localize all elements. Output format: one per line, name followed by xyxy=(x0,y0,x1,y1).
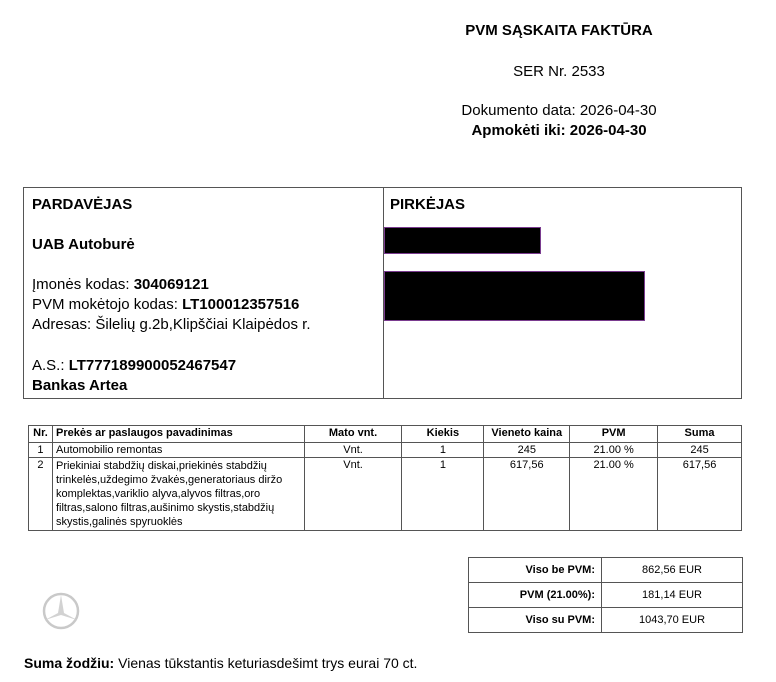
seller-vat-code-label: PVM mokėtojo kodas: xyxy=(32,296,183,313)
seller-company-code-label: Įmonės kodas: xyxy=(32,276,134,293)
buyer-name-redaction xyxy=(384,227,541,254)
col-header-qty: Kiekis xyxy=(402,426,484,443)
net-total-value: 862,56 EUR xyxy=(602,558,743,583)
row-unit-price: 617,56 xyxy=(484,458,570,531)
mercedes-watermark-icon xyxy=(41,591,81,631)
row-vat: 21.00 % xyxy=(570,443,658,458)
col-header-unit-price: Vieneto kaina xyxy=(484,426,570,443)
row-sum: 245 xyxy=(658,443,742,458)
col-header-sum: Suma xyxy=(658,426,742,443)
seller-address: Adresas: Šilelių g.2b,Klipščiai Klaipėdos r. xyxy=(32,316,311,333)
totals-table xyxy=(468,557,743,633)
row-name-line: komplektas,variklio alyva,alyvos filtras,oro xyxy=(55,488,261,500)
items-table xyxy=(28,425,742,531)
col-header-nr: Nr. xyxy=(29,426,53,443)
row-nr: 2 xyxy=(29,458,53,531)
amount-in-words-text: Vienas tūkstantis keturiasdešimt trys eurai 70 ct. xyxy=(114,655,418,671)
document-date: Dokumento data: 2026-04-30 xyxy=(461,102,657,119)
row-sum: 617,56 xyxy=(658,458,742,531)
seller-vat-code: LT100012357516 xyxy=(182,296,300,313)
row-name xyxy=(52,458,304,531)
row-qty: 1 xyxy=(402,443,484,458)
invoice-title: PVM SĄSKAITA FAKTŪRA xyxy=(465,22,653,39)
seller-company-code: 304069121 xyxy=(133,276,209,293)
seller-account-line xyxy=(32,357,236,374)
col-header-vat: PVM xyxy=(570,426,658,443)
amount-in-words-label: Suma žodžiu: xyxy=(24,655,115,671)
parties-box xyxy=(23,187,742,399)
row-name-line: trinkelės,uždegimo žvakės,generatoriaus diržo xyxy=(55,474,283,486)
buyer-section xyxy=(384,188,741,398)
seller-name: UAB Autoburė xyxy=(32,236,135,253)
table-row xyxy=(29,443,742,458)
items-header-row xyxy=(29,426,742,443)
row-name-line: skystis,galinės spyruoklės xyxy=(55,516,183,528)
seller-account: LT777189900052467547 xyxy=(68,357,237,374)
amount-in-words xyxy=(24,655,417,671)
row-name-line: filtras,salono filtras,aušinimo skystis,stabdžių xyxy=(55,502,275,514)
gross-total-value: 1043,70 EUR xyxy=(602,608,743,633)
totals-row-net xyxy=(469,558,743,583)
invoice-series-number: SER Nr. 2533 xyxy=(513,63,605,80)
col-header-name: Prekės ar paslaugos pavadinimas xyxy=(52,426,304,443)
col-header-unit: Mato vnt. xyxy=(304,426,402,443)
buyer-details-redaction xyxy=(384,271,645,321)
table-row xyxy=(29,458,742,531)
row-unit: Vnt. xyxy=(304,443,402,458)
totals-row-gross xyxy=(469,608,743,633)
payment-due-date: Apmokėti iki: 2026-04-30 xyxy=(471,122,647,139)
seller-company-code-line xyxy=(32,276,209,293)
seller-account-label: A.S.: xyxy=(32,357,69,374)
row-unit: Vnt. xyxy=(304,458,402,531)
buyer-heading: PIRKĖJAS xyxy=(390,196,466,213)
seller-section xyxy=(24,188,384,398)
row-qty: 1 xyxy=(402,458,484,531)
seller-heading: PARDAVĖJAS xyxy=(32,196,133,213)
vat-total-label: PVM (21.00%): xyxy=(469,583,602,608)
row-unit-price: 245 xyxy=(484,443,570,458)
row-vat: 21.00 % xyxy=(570,458,658,531)
seller-vat-code-line xyxy=(32,296,299,313)
vat-total-value: 181,14 EUR xyxy=(602,583,743,608)
row-name: Automobilio remontas xyxy=(52,443,304,458)
row-nr: 1 xyxy=(29,443,53,458)
seller-bank: Bankas Artea xyxy=(32,377,128,394)
totals-row-vat xyxy=(469,583,743,608)
gross-total-label: Viso su PVM: xyxy=(469,608,602,633)
net-total-label: Viso be PVM: xyxy=(469,558,602,583)
row-name-line: Priekiniai stabdžių diskai,priekinės stabdžių xyxy=(55,460,267,472)
